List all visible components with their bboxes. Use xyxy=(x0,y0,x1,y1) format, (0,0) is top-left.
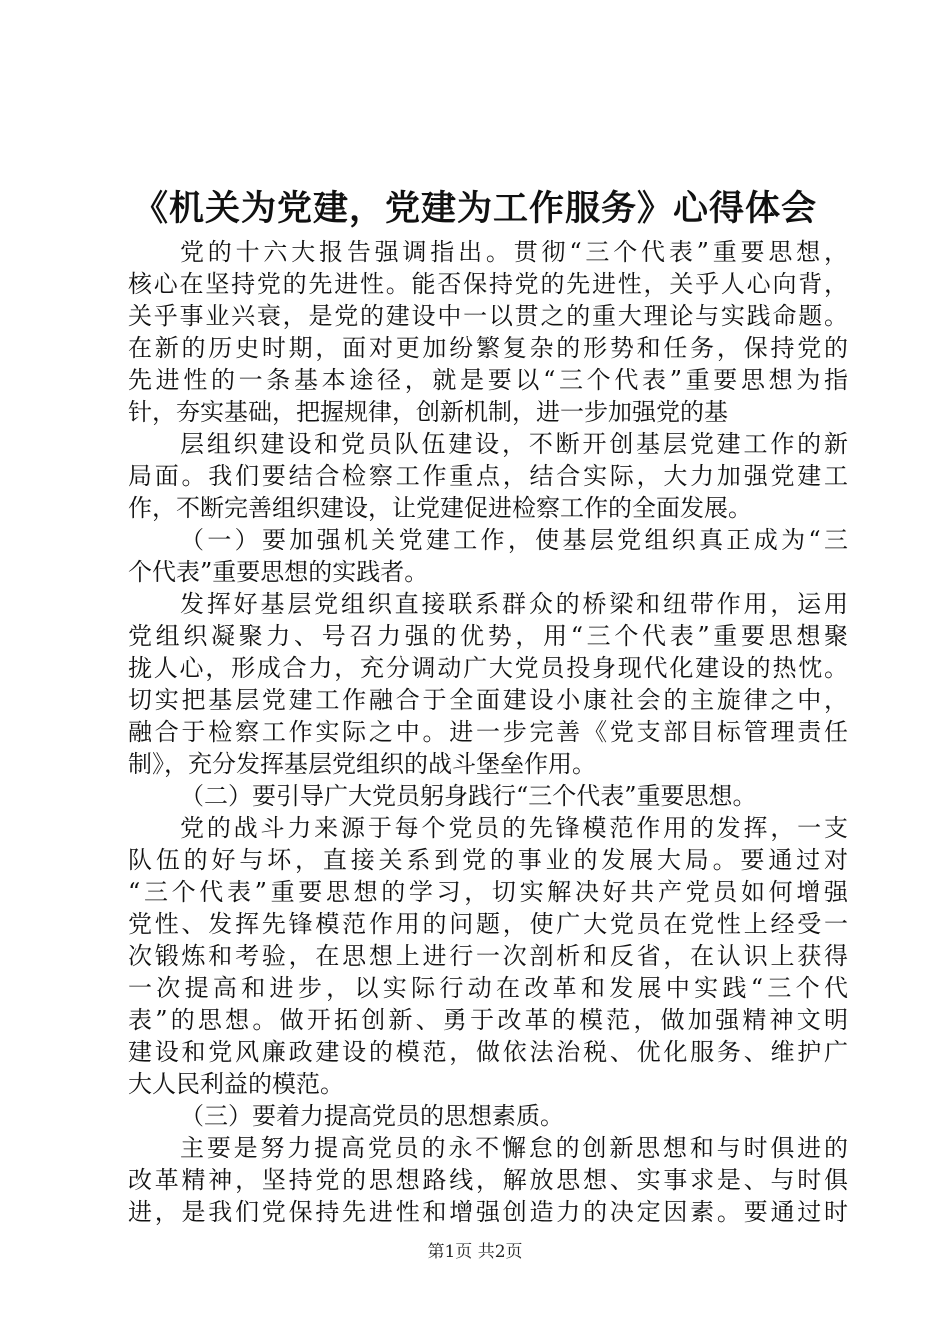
text-line: 先进性的一条基本途径，就是要以“三个代表”重要思想为指 xyxy=(128,366,848,394)
text-line: 针，夯实基础，把握规律，创新机制，进一步加强党的基 xyxy=(128,398,728,426)
text-line: 党组织凝聚力、号召力强的优势，用“三个代表”重要思想聚 xyxy=(128,622,848,650)
text-line: 党的十六大报告强调指出。贯彻“三个代表”重要思想， xyxy=(180,238,848,266)
section-heading-line: 个代表”重要思想的实践者。 xyxy=(128,558,429,586)
document-title: 《机关为党建，党建为工作服务》心得体会 xyxy=(132,188,817,229)
document-body xyxy=(128,236,848,1228)
text-line: 关乎事业兴衰，是党的建设中一以贯之的重大理论与实践命题。 xyxy=(128,302,848,330)
text-line: 建设和党风廉政建设的模范，做依法治税、优化服务、维护广 xyxy=(128,1038,848,1066)
text-line: 发挥好基层党组织直接联系群众的桥梁和纽带作用，运用 xyxy=(180,590,848,618)
text-line: “三个代表”重要思想的学习，切实解决好共产党员如何增强 xyxy=(128,878,848,906)
section-heading-line: （三）要着力提高党员的思想素质。 xyxy=(180,1102,564,1130)
page-footer: 第1页 共2页 xyxy=(427,1242,523,1262)
text-line: 次锻炼和考验，在思想上进行一次剖析和反省，在认识上获得 xyxy=(128,942,848,970)
text-line: 表”的思想。做开拓创新、勇于改革的模范，做加强精神文明 xyxy=(128,1006,848,1034)
text-line: 局面。我们要结合检察工作重点，结合实际，大力加强党建工 xyxy=(128,462,848,490)
text-line: 主要是努力提高党员的永不懈怠的创新思想和与时俱进的 xyxy=(180,1134,848,1162)
section-heading-line: （二）要引导广大党员躬身践行“三个代表”重要思想。 xyxy=(180,782,757,810)
text-line: 一次提高和进步，以实际行动在改革和发展中实践“三个代 xyxy=(128,974,848,1002)
text-line: 党性、发挥先锋模范作用的问题，使广大党员在党性上经受一 xyxy=(128,910,848,938)
text-line: 层组织建设和党员队伍建设，不断开创基层党建工作的新 xyxy=(180,430,848,458)
text-line: 进，是我们党保持先进性和增强创造力的决定因素。要通过时 xyxy=(128,1198,848,1226)
text-line: 队伍的好与坏，直接关系到党的事业的发展大局。要通过对 xyxy=(128,846,848,874)
text-line: 拢人心，形成合力，充分调动广大党员投身现代化建设的热忱。 xyxy=(128,654,848,682)
text-line: 融合于检察工作实际之中。进一步完善《党支部目标管理责任 xyxy=(128,718,848,746)
text-line: 大人民利益的模范。 xyxy=(128,1070,344,1098)
text-line: 切实把基层党建工作融合于全面建设小康社会的主旋律之中， xyxy=(128,686,848,714)
text-line: 在新的历史时期，面对更加纷繁复杂的形势和任务，保持党的 xyxy=(128,334,848,362)
text-line: 核心在坚持党的先进性。能否保持党的先进性，关乎人心向背， xyxy=(128,270,848,298)
section-heading-line: （一）要加强机关党建工作，使基层党组织真正成为“三 xyxy=(180,526,848,554)
text-line: 党的战斗力来源于每个党员的先锋模范作用的发挥，一支 xyxy=(180,814,848,842)
text-line: 制》，充分发挥基层党组织的战斗堡垒作用。 xyxy=(128,750,596,778)
text-line: 改革精神，坚持党的思想路线，解放思想、实事求是、与时俱 xyxy=(128,1166,848,1194)
text-line: 作，不断完善组织建设，让党建促进检察工作的全面发展。 xyxy=(128,494,752,522)
